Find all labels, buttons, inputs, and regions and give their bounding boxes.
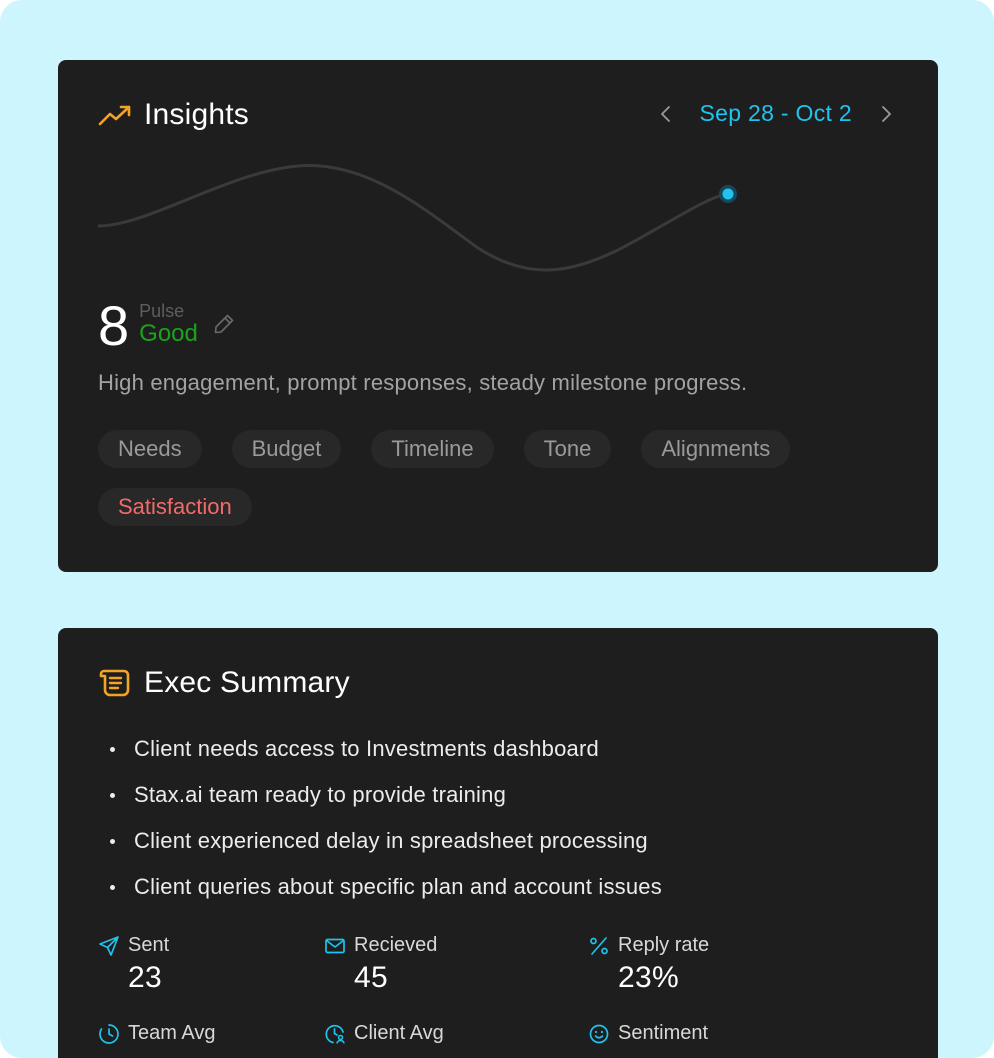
list-item — [110, 772, 662, 818]
tag-budget[interactable]: Budget — [232, 430, 342, 468]
exec-summary-header — [98, 666, 350, 700]
date-range-label[interactable]: Sep 28 - Oct 2 — [699, 100, 852, 126]
trending-up-icon — [98, 102, 132, 128]
insights-title: Insights — [144, 98, 249, 131]
bullet-text: Stax.ai team ready to provide training — [134, 782, 507, 807]
tag-tone[interactable]: Tone — [524, 430, 612, 468]
date-range-selector — [654, 100, 899, 127]
chevron-right-icon[interactable] — [874, 102, 898, 126]
insights-card — [58, 60, 938, 572]
chevron-left-icon[interactable] — [654, 102, 678, 126]
stat-team-avg — [98, 1022, 215, 1045]
bullet-text: Client needs access to Investments dashboard — [134, 736, 599, 761]
send-icon — [98, 935, 120, 957]
clock-user-icon — [324, 1023, 346, 1045]
bullet-text: Client experienced delay in spreadsheet processing — [134, 828, 648, 853]
pulse-label: Pulse — [139, 301, 185, 321]
stat-team-avg-label: Team Avg — [128, 1022, 216, 1044]
stat-received-label: Recieved — [354, 934, 438, 956]
clock-icon — [98, 1023, 120, 1045]
list-item — [110, 726, 662, 772]
stat-received — [324, 934, 437, 995]
pulse-sparkline — [98, 152, 758, 286]
bullet-text: Client queries about specific plan and account issues — [134, 874, 662, 899]
stat-client-avg-label: Client Avg — [354, 1022, 444, 1044]
stat-sentiment — [588, 1022, 708, 1045]
insight-tags — [98, 430, 898, 526]
summary-bullet-list — [110, 726, 662, 910]
insights-description: High engagement, prompt responses, steady milestone progress. — [98, 370, 748, 395]
tag-satisfaction[interactable]: Satisfaction — [98, 488, 252, 526]
list-item — [110, 818, 662, 864]
tag-needs[interactable]: Needs — [98, 430, 202, 468]
pencil-icon[interactable] — [212, 312, 236, 336]
smile-icon — [588, 1023, 610, 1045]
stat-client-avg — [324, 1022, 444, 1045]
pulse-status: Good — [139, 320, 198, 347]
stat-reply-rate-value: 23% — [618, 961, 679, 994]
stat-received-value: 45 — [354, 961, 388, 994]
stat-sent-label: Sent — [128, 934, 170, 956]
exec-summary-title: Exec Summary — [144, 666, 350, 699]
stat-sent — [98, 934, 169, 995]
stat-sentiment-label: Sentiment — [618, 1022, 709, 1044]
mail-icon — [324, 935, 346, 957]
tag-alignments[interactable]: Alignments — [641, 430, 790, 468]
pulse-score: 8 — [98, 294, 130, 357]
list-item — [110, 864, 662, 910]
tag-timeline[interactable]: Timeline — [371, 430, 493, 468]
sparkline-current-point[interactable] — [723, 189, 734, 200]
pulse-score-block — [98, 292, 236, 357]
insights-header — [98, 98, 249, 132]
stat-sent-value: 23 — [128, 961, 162, 994]
percent-icon — [588, 935, 610, 957]
scroll-icon — [98, 668, 132, 698]
exec-summary-card — [58, 628, 938, 1058]
stat-reply-rate — [588, 934, 709, 995]
stat-reply-rate-label: Reply rate — [618, 934, 710, 956]
